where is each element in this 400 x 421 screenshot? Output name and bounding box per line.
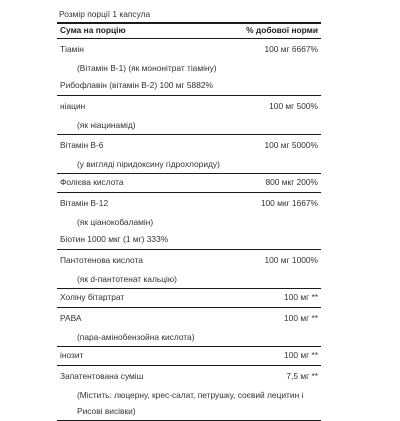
- nutrient-row: [57, 193, 321, 214]
- nutrient-group: [57, 174, 321, 193]
- daily-value-label: % добової норми: [246, 25, 318, 36]
- nutrient-row: [57, 366, 321, 387]
- nutrient-group: [57, 39, 321, 96]
- nutrient-label: (як ніацинамід): [77, 119, 136, 130]
- nutrient-label: (як ціанокобаламін): [77, 216, 154, 227]
- nutrient-value: 100 мкг 1667%: [260, 197, 318, 208]
- nutrient-label: (пара-амінобензойна кислота): [77, 331, 195, 342]
- nutrient-value: 100 мг 5000%: [264, 139, 318, 150]
- nutrient-detail-row: [57, 329, 321, 346]
- nutrient-detail-row: [57, 60, 321, 77]
- nutrient-value: 100 мг 6667%: [264, 43, 318, 54]
- nutrient-group: [57, 308, 321, 347]
- nutrient-label: Тіамін: [60, 43, 84, 54]
- nutrient-row: [57, 77, 321, 95]
- nutrient-group: [57, 366, 321, 421]
- nutrient-detail-row: [57, 404, 321, 420]
- nutrient-detail-row: [57, 214, 321, 231]
- nutrient-row: [57, 174, 321, 192]
- nutrient-label: Вітамін В-12: [60, 197, 109, 208]
- nutrient-label: Пантотенова кислота: [60, 254, 143, 265]
- nutrient-label: інозит: [60, 350, 84, 361]
- nutrient-label: Рибофлавін (вітамін В-2) 100 мг 5882%: [60, 80, 213, 91]
- supplement-facts-panel: [57, 8, 321, 421]
- nutrient-label: Фолієва кислота: [60, 177, 124, 188]
- nutrient-group: [57, 193, 321, 250]
- nutrient-value: 100 мг **: [284, 292, 318, 303]
- nutrient-row: [57, 347, 321, 365]
- nutrient-group: [57, 96, 321, 135]
- table-header: [57, 24, 321, 39]
- nutrient-label: (у вигляді піридоксину гідрохлориду): [77, 158, 220, 169]
- nutrient-row: [57, 308, 321, 329]
- nutrient-label: РАВА: [60, 312, 82, 323]
- nutrient-value: 100 мг 500%: [269, 100, 318, 111]
- nutrient-label: ніацин: [60, 100, 86, 111]
- nutrient-list: [57, 39, 321, 421]
- nutrient-detail-row: [57, 156, 321, 173]
- nutrient-label: (Містить: люцерну, крес-салат, петрушку, соєвий лецитин і: [77, 389, 304, 400]
- nutrient-group: [57, 135, 321, 174]
- nutrient-label: (Вітамін В-1) (як мононітрат тіаміну): [77, 62, 217, 73]
- nutrient-detail-row: [57, 117, 321, 134]
- nutrient-value: 100 мг **: [284, 312, 318, 323]
- nutrient-label: Вітамін В-6: [60, 139, 104, 150]
- nutrient-label: Біотин 1000 мкг (1 мг) 333%: [60, 234, 169, 245]
- nutrient-value: 7,5 мг **: [286, 370, 318, 381]
- amount-per-serving-label: Сума на порцію: [60, 25, 126, 36]
- nutrient-group: [57, 250, 321, 289]
- nutrient-group: [57, 347, 321, 366]
- nutrient-row: [57, 39, 321, 60]
- nutrient-detail-row: [57, 271, 321, 288]
- nutrient-value: 100 мг **: [284, 350, 318, 361]
- nutrient-row: [57, 96, 321, 117]
- nutrient-value: 800 мкг 200%: [265, 177, 318, 188]
- nutrient-row: [57, 289, 321, 307]
- nutrient-group: [57, 289, 321, 308]
- nutrient-label: Запатентована суміш: [60, 370, 144, 381]
- nutrient-value: 100 мг 1000%: [264, 254, 318, 265]
- nutrient-label: (як d-пантотенат кальцію): [77, 273, 177, 284]
- nutrient-label: Рисові висівки): [77, 406, 136, 417]
- serving-size: Розмір порції 1 капсула: [59, 9, 151, 20]
- nutrient-detail-row: [57, 387, 321, 404]
- nutrient-label: Холіну бітартрат: [60, 292, 125, 303]
- nutrient-row: [57, 231, 321, 249]
- nutrient-row: [57, 135, 321, 156]
- nutrient-row: [57, 250, 321, 271]
